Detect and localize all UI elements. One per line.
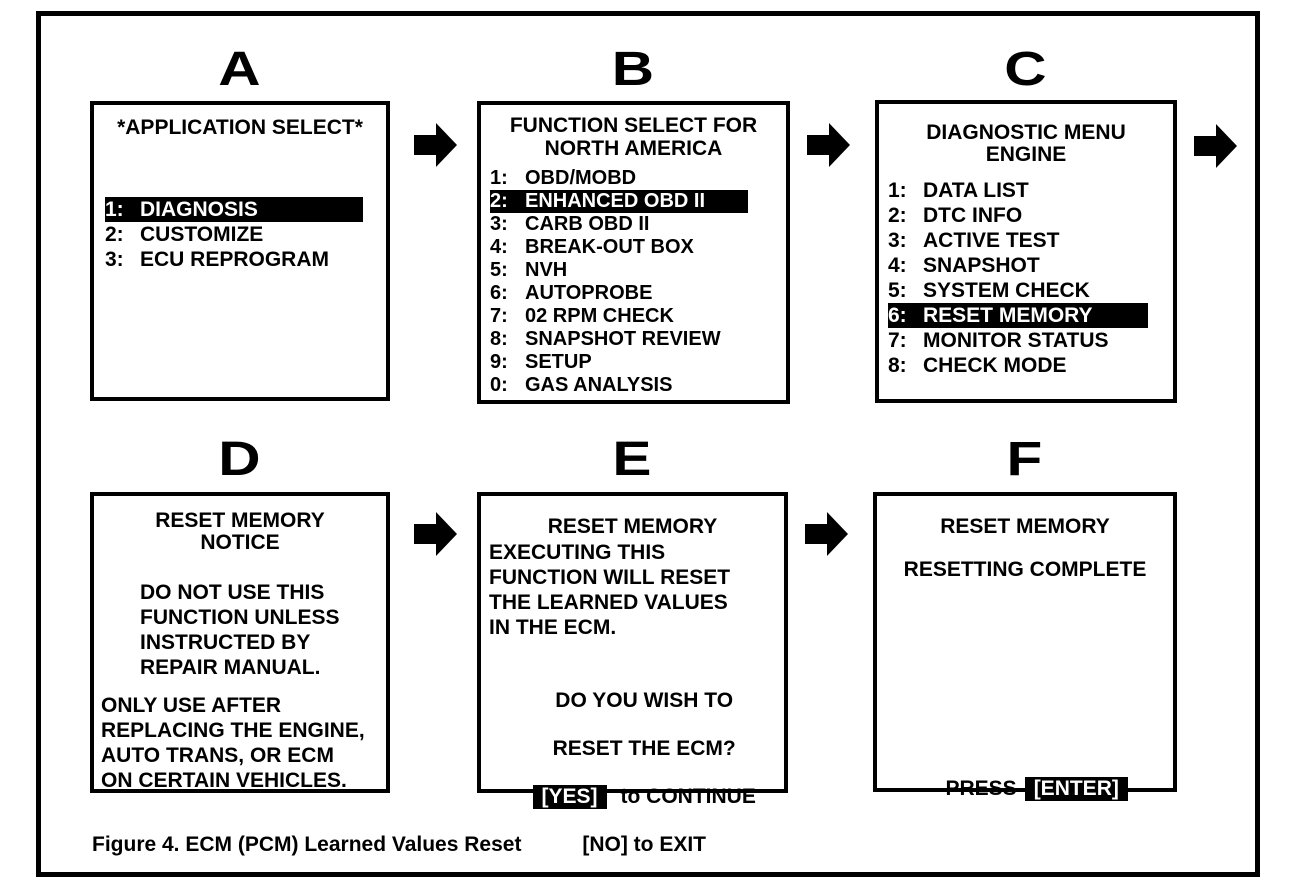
menu-item (888, 228, 1148, 253)
step-label-d: D (218, 433, 262, 486)
menu-item (888, 353, 1148, 378)
menu-item-label: SNAPSHOT (923, 253, 1040, 277)
menu-item-selected (105, 197, 363, 222)
menu-item (490, 282, 748, 305)
menu-list (490, 167, 748, 397)
menu-item (490, 351, 748, 374)
menu-item-label: 02 RPM CHECK (525, 305, 674, 327)
menu-item-selected (490, 190, 748, 213)
screen-reset-memory-notice (90, 492, 390, 793)
menu-item-number: 5: (490, 259, 508, 281)
menu-item-number: 6: (490, 282, 508, 304)
screen-title: RESET MEMORY (547, 515, 718, 538)
menu-item (888, 278, 1148, 303)
menu-item-number: 7: (490, 305, 508, 327)
menu-item-label: MONITOR STATUS (923, 328, 1109, 352)
menu-item-number: 7: (888, 328, 907, 352)
menu-item-label: NVH (525, 259, 568, 281)
menu-item (490, 213, 748, 236)
status-text: RESETTING COMPLETE (903, 558, 1147, 581)
menu-item (888, 328, 1148, 353)
yes-continue-label: to CONTINUE (620, 785, 756, 808)
menu-item-number: 5: (888, 278, 907, 302)
arrow-right-icon (414, 509, 458, 564)
title-line-1: FUNCTION SELECT FOR (509, 114, 758, 137)
screen-reset-memory-complete (873, 492, 1177, 800)
menu-list (105, 197, 363, 272)
menu-item-label: ECU REPROGRAM (140, 247, 330, 271)
text-line: ON CERTAIN VEHICLES. (101, 769, 347, 792)
menu-item (490, 236, 748, 259)
prompt-line-2: RESET THE ECM? (552, 737, 736, 760)
menu-item-label: ACTIVE TEST (923, 228, 1060, 252)
text-line: THE LEARNED VALUES (489, 591, 728, 614)
menu-item-label: ENHANCED OBD II (525, 190, 706, 212)
menu-item (888, 203, 1148, 228)
text-line: FUNCTION WILL RESET (489, 566, 731, 589)
menu-item-label: CARB OBD II (525, 213, 650, 235)
figure-caption: Figure 4. ECM (PCM) Learned Values Reset (92, 833, 522, 856)
title-line-2: NOTICE (200, 531, 280, 554)
menu-item (105, 222, 363, 247)
notice-paragraph-1 (140, 580, 340, 680)
arrow-right-icon (1194, 121, 1238, 176)
text-line: REPLACING THE ENGINE, (101, 719, 365, 742)
menu-item (888, 253, 1148, 278)
step-label-e: E (612, 433, 653, 486)
screen-application-select (90, 101, 390, 401)
screen-title (481, 114, 786, 160)
menu-item-number: 0: (490, 374, 508, 396)
menu-item-number: 8: (490, 328, 508, 350)
menu-item-number: 3: (105, 247, 124, 271)
menu-item-label: CHECK MODE (923, 353, 1067, 377)
menu-item-label: OBD/MOBD (525, 167, 637, 189)
menu-item-selected (888, 303, 1148, 328)
step-label-c: C (1004, 43, 1048, 96)
menu-item-number: 1: (888, 178, 907, 202)
yes-key: [YES] (533, 785, 607, 809)
screen-function-select (477, 101, 790, 404)
arrow-right-icon (807, 120, 851, 175)
text-line: REPAIR MANUAL. (140, 656, 321, 679)
menu-item (105, 247, 363, 272)
menu-item (888, 178, 1148, 203)
menu-item-number: 2: (105, 222, 124, 246)
confirm-prompt (481, 665, 784, 881)
screen-diagnostic-menu (875, 100, 1177, 403)
menu-item-label: DATA LIST (923, 178, 1029, 202)
menu-item-number: 4: (490, 236, 508, 258)
menu-item-label: DIAGNOSIS (140, 197, 258, 221)
menu-item-label: DTC INFO (923, 203, 1023, 227)
menu-item-label: SNAPSHOT REVIEW (525, 328, 721, 350)
menu-item (490, 259, 748, 282)
text-line: DO NOT USE THIS (140, 581, 325, 604)
menu-item-label: SYSTEM CHECK (923, 278, 1090, 302)
menu-item-label: BREAK-OUT BOX (525, 236, 694, 258)
text-line: ONLY USE AFTER (101, 694, 282, 717)
press-enter-line (877, 753, 1173, 825)
menu-item-number: 4: (888, 253, 907, 277)
text-line: INSTRUCTED BY (140, 631, 311, 654)
screen-title (94, 510, 386, 554)
text-line: AUTO TRANS, OR ECM (101, 744, 334, 767)
screen-title: *APPLICATION SELECT* (117, 116, 363, 139)
arrow-right-icon (805, 509, 849, 564)
enter-key: [ENTER] (1025, 777, 1128, 801)
menu-item-number: 3: (490, 213, 508, 235)
step-label-a: A (218, 43, 262, 96)
menu-item-number: 2: (888, 203, 907, 227)
text-line: FUNCTION UNLESS (140, 606, 340, 629)
text-line: IN THE ECM. (489, 616, 617, 639)
title-line-1: RESET MEMORY (155, 509, 325, 532)
title-line-2: NORTH AMERICA (544, 137, 723, 160)
menu-list (888, 178, 1148, 378)
menu-item-label: GAS ANALYSIS (525, 374, 673, 396)
screen-title: RESET MEMORY (940, 515, 1110, 538)
step-label-b: B (611, 43, 656, 96)
menu-item (490, 305, 748, 328)
menu-item-number: 1: (490, 167, 508, 189)
step-label-f: F (1006, 433, 1044, 486)
menu-item-label: AUTOPROBE (525, 282, 653, 304)
title-line-1: DIAGNOSTIC MENU (926, 121, 1126, 144)
menu-item (490, 374, 748, 397)
menu-item-label: CUSTOMIZE (140, 222, 264, 246)
menu-item-number: 2: (490, 190, 508, 212)
menu-item-number: 8: (888, 353, 907, 377)
menu-item-number: 3: (888, 228, 907, 252)
title-line-2: ENGINE (985, 143, 1067, 166)
menu-item (490, 167, 748, 190)
prompt-line-1: DO YOU WISH TO (555, 689, 734, 712)
menu-item-number: 6: (888, 303, 907, 327)
menu-item (490, 328, 748, 351)
menu-item-number: 9: (490, 351, 508, 373)
screen-title (879, 122, 1173, 166)
warning-paragraph (489, 540, 730, 640)
arrow-right-icon (414, 120, 458, 175)
press-label: PRESS (945, 777, 1017, 800)
screen-reset-memory-confirm (477, 492, 788, 856)
text-line: EXECUTING THIS (489, 541, 666, 564)
menu-item-number: 1: (105, 197, 124, 221)
no-exit-line: [NO] to EXIT (582, 833, 706, 856)
menu-item-label: RESET MEMORY (923, 303, 1093, 327)
menu-item-label: SETUP (525, 351, 592, 373)
notice-paragraph-2 (101, 693, 365, 793)
